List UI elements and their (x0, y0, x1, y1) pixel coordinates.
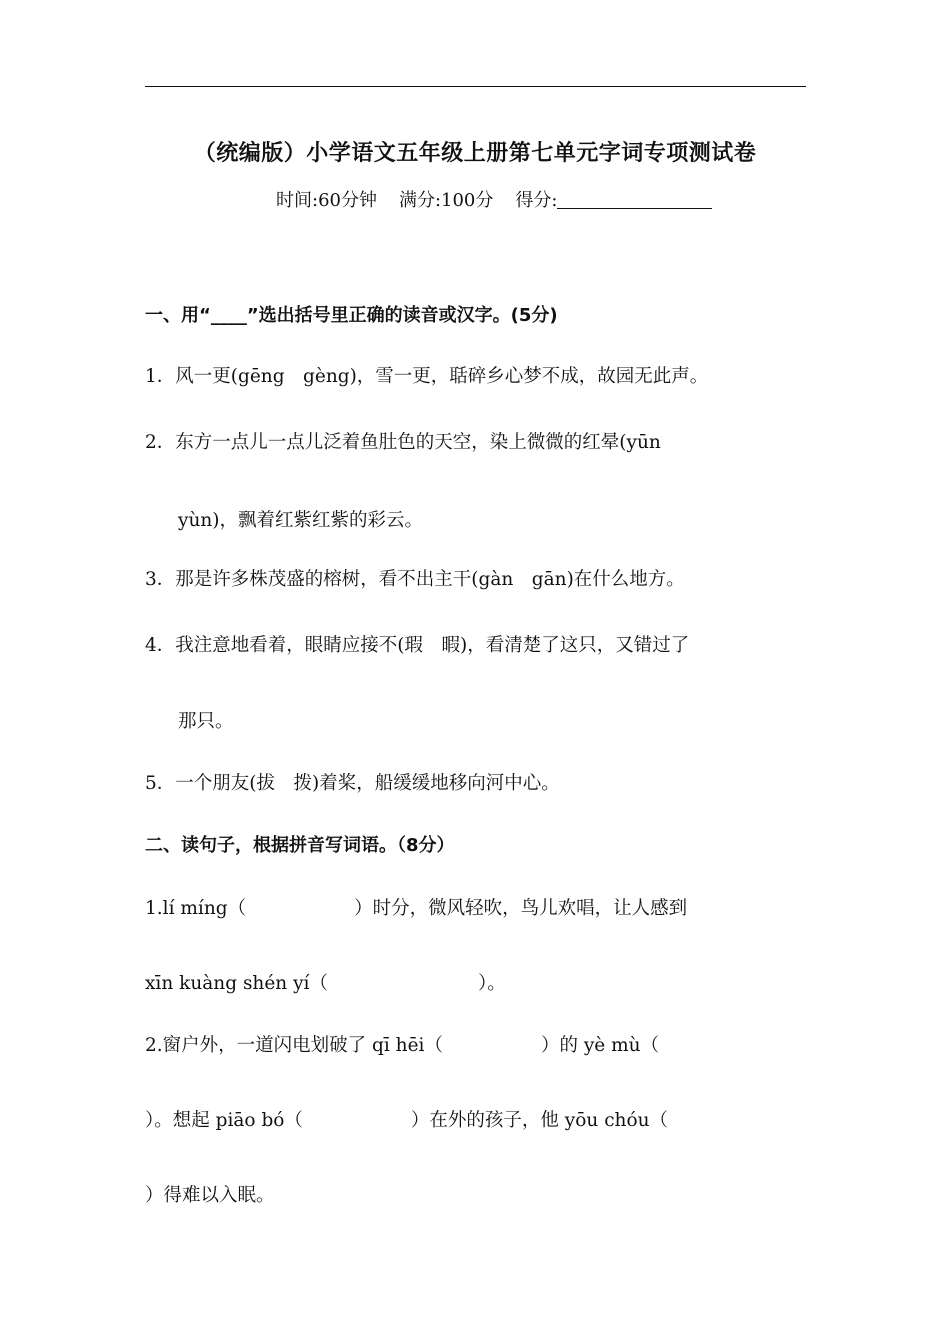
s2-q1-a-pre: 1.lí míng（ (145, 898, 247, 919)
s2-q2-a-pre: 2.窗户外，一道闪电划破了 qī hēi（ (145, 1035, 443, 1056)
s2-q2-b-post: ）在外的孩子，他 yōu chóu（ (410, 1110, 669, 1131)
s1-question-2-line2: yùn)，飘着红紫红紫的彩云。 (178, 510, 423, 531)
exam-meta (276, 186, 712, 212)
s2-q1-b-post: ）。 (477, 973, 506, 994)
s1-question-1: 1．风一更(gēng gèng)，雪一更，聒碎乡心梦不成，故园无此声。 (145, 366, 709, 387)
s1-question-4-line2: 那只。 (178, 711, 234, 732)
s2-q2-a-post: ）的 yè mù（ (540, 1035, 660, 1056)
s1-question-4-line1: 4．我注意地看着，眼睛应接不(瑕 暇)，看清楚了这只，又错过了 (145, 635, 690, 656)
s2-q2-b-pre: ）。想起 piāo bó（ (145, 1110, 303, 1131)
full-score-label: 满分:100分 (398, 190, 494, 211)
s2-q1-b-pre: xīn kuàng shén yí（ (145, 973, 328, 994)
section1-heading: 一、用“____”选出括号里正确的读音或汉字。(5分) (145, 305, 558, 326)
s2-q1-a-post: ）时分，微风轻吹，鸟儿欢唱，让人感到 (354, 898, 688, 919)
top-rule (145, 86, 806, 87)
score-label: 得分: (515, 190, 558, 211)
s2-question-2-line2 (145, 1106, 668, 1132)
page-title: （统编版）小学语文五年级上册第七单元字词专项测试卷 (193, 141, 757, 166)
s2-question-2-line3: ）得难以入眠。 (145, 1185, 275, 1206)
s2-question-1-line1 (145, 894, 687, 920)
s1-question-5: 5．一个朋友(拔 拨)着桨，船缓缓地移向河中心。 (145, 773, 560, 794)
score-blank[interactable] (557, 190, 712, 209)
s1-question-2-line1: 2．东方一点儿一点儿泛着鱼肚色的天空，染上微微的红晕(yūn (145, 432, 661, 453)
time-label: 时间:60分钟 (276, 190, 377, 211)
section2-heading: 二、读句子，根据拼音写词语。（8分） (145, 835, 455, 856)
s2-question-2-line1 (145, 1031, 659, 1057)
s1-question-3: 3．那是许多株茂盛的榕树，看不出主干(gàn gān)在什么地方。 (145, 569, 685, 590)
s2-question-1-line2 (145, 969, 506, 995)
